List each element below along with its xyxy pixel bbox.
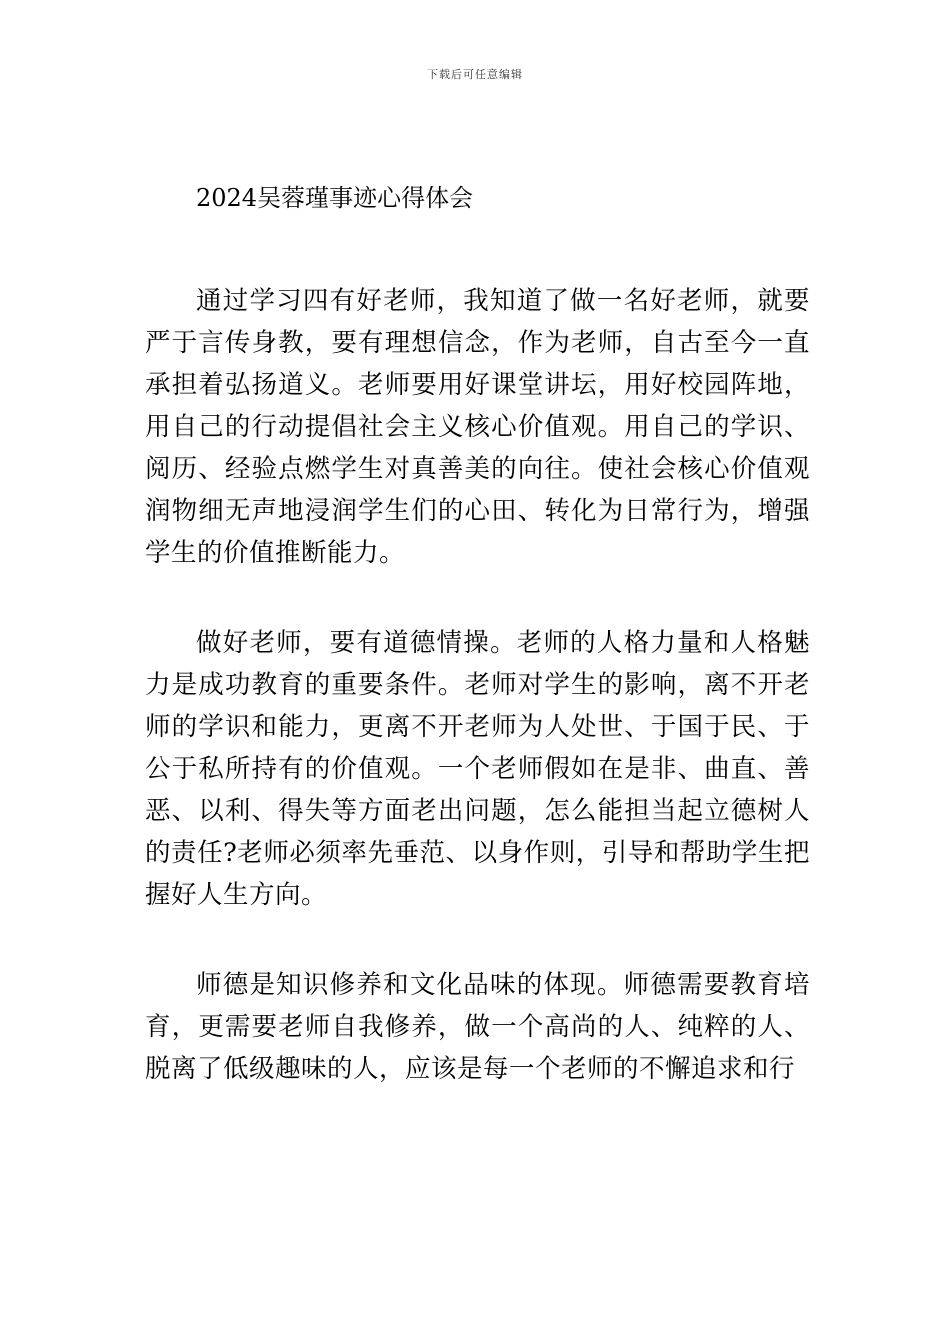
document-body xyxy=(145,280,810,1138)
paragraph-1: 通过学习四有好老师，我知道了做一名好老师，就要严于言传身教，要有理想信念，作为老师，自古至今一直承担着弘扬道义。老师要用好课堂讲坛，用好校园阵地，用自己的行动提倡社会主义核心价值观。用自己的学识、阅历、经验点燃学生对真善美的向往。使社会核心价值观润物细无声地浸润学生们的心田、转化为日常行为，增强学生的价值推断能力。 xyxy=(145,286,810,568)
document-title: 2024吴蓉瑾事迹心得体会 xyxy=(196,184,474,212)
paragraph-3: 师德是知识修养和文化品味的体现。师德需要教育培育，更需要老师自我修养，做一个高尚的人、纯粹的人、脱离了低级趣味的人，应该是每一个老师的不懈追求和行 xyxy=(145,970,810,1084)
header-note: 下载后可任意编辑 xyxy=(427,68,523,81)
paragraph-2: 做好老师，要有道德情操。老师的人格力量和人格魅力是成功教育的重要条件。老师对学生的影响，离不开老师的学识和能力，更离不开老师为人处世、于国于民、于公于私所持有的价值观。一个老师假如在是非、曲直、善恶、以利、得失等方面老出问题，怎么能担当起立德树人的责任?老师必须率先垂范、以身作则，引导和帮助学生把握好人生方向。 xyxy=(145,628,810,910)
